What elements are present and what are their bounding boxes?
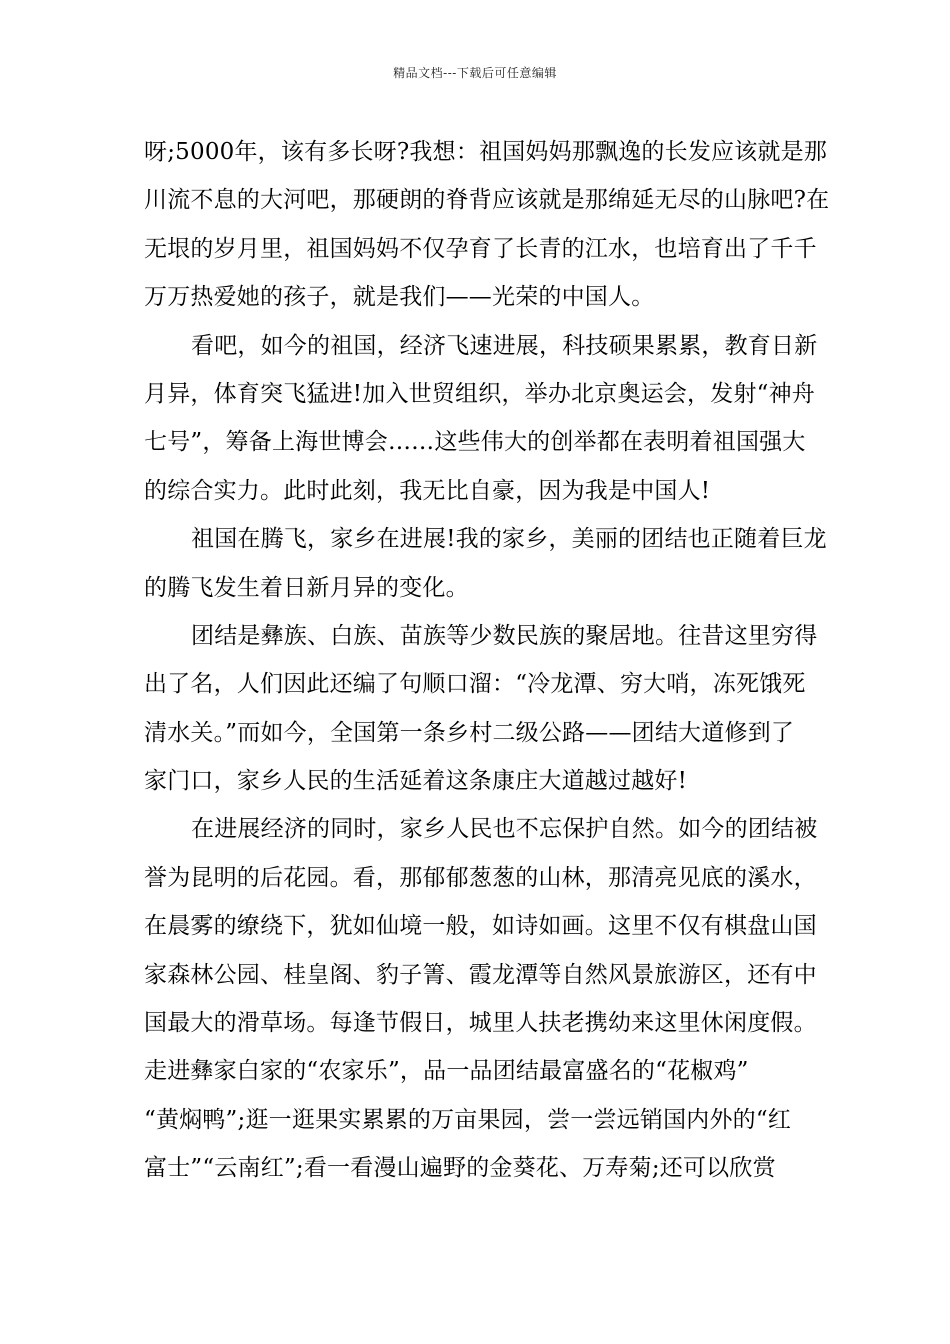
page-header: 精品文档---下载后可任意编辑 <box>393 66 557 80</box>
text-line: 呀;5000年，该有多长呀?我想：祖国妈妈那飘逸的长发应该就是那 <box>144 139 828 165</box>
text-line: 的腾飞发生着日新月异的变化。 <box>144 574 469 601</box>
text-line: 的综合实力。此时此刻，我无比自豪，因为我是中国人! <box>144 477 711 504</box>
paragraph <box>144 515 827 612</box>
paragraph <box>144 128 830 322</box>
text-line: 富士”“云南红”;看一看漫山遍野的金葵花、万寿菊;还可以欣赏 <box>144 1155 776 1182</box>
text-line: 祖国在腾飞，家乡在进展!我的家乡，美丽的团结也正随着巨龙 <box>191 526 827 553</box>
text-line: 无垠的岁月里，祖国妈妈不仅孕育了长青的江水，也培育出了千千 <box>144 235 817 262</box>
text-line: 家门口，家乡人民的生活延着这条康庄大道越过越好! <box>144 768 688 795</box>
text-line: 团结是彝族、白族、苗族等少数民族的聚居地。往昔这里穷得 <box>191 622 818 649</box>
text-line: 走进彝家白家的“农家乐”，品一品团结最富盛名的“花椒鸡” <box>144 1058 749 1085</box>
text-line: 七号”，筹备上海世博会……这些伟大的创举都在表明着祖国强大 <box>144 429 806 456</box>
text-line: 国最大的滑草场。每逢节假日，城里人扶老携幼来这里休闲度假。 <box>144 1010 817 1037</box>
text-line: 川流不息的大河吧，那硬朗的脊背应该就是那绵延无尽的山脉吧?在 <box>144 187 830 214</box>
paragraph <box>144 322 818 516</box>
text-line: 家森林公园、桂皇阁、豹子箐、霞龙潭等自然风景旅游区，还有中 <box>144 961 817 988</box>
text-line: 清水关。”而如今，全国第一条乡村二级公路——团结大道修到了 <box>144 719 795 746</box>
text-line: 在进展经济的同时，家乡人民也不忘保护自然。如今的团结被 <box>191 816 818 843</box>
text-line: 出了名，人们因此还编了句顺口溜：“冷龙潭、穷大哨，冻死饿死 <box>144 671 806 698</box>
text-line: “黄焖鸭”;逛一逛果实累累的万亩果园，尝一尝远销国内外的“红 <box>144 1106 792 1133</box>
text-line: 万万热爱她的孩子，就是我们——光荣的中国人。 <box>144 284 655 311</box>
text-line: 誉为昆明的后花园。看，那郁郁葱葱的山林，那清亮见底的溪水， <box>144 864 817 891</box>
text-line: 在晨雾的缭绕下，犹如仙境一般，如诗如画。这里不仅有棋盘山国 <box>144 913 817 940</box>
document-body <box>144 128 830 1193</box>
paragraph <box>144 612 818 806</box>
text-line: 看吧，如今的祖国，经济飞速进展，科技硕果累累，教育日新 <box>191 332 818 359</box>
paragraph <box>144 805 818 1192</box>
text-line: 月异，体育突飞猛进!加入世贸组织，举办北京奥运会，发射“神舟 <box>144 380 816 407</box>
